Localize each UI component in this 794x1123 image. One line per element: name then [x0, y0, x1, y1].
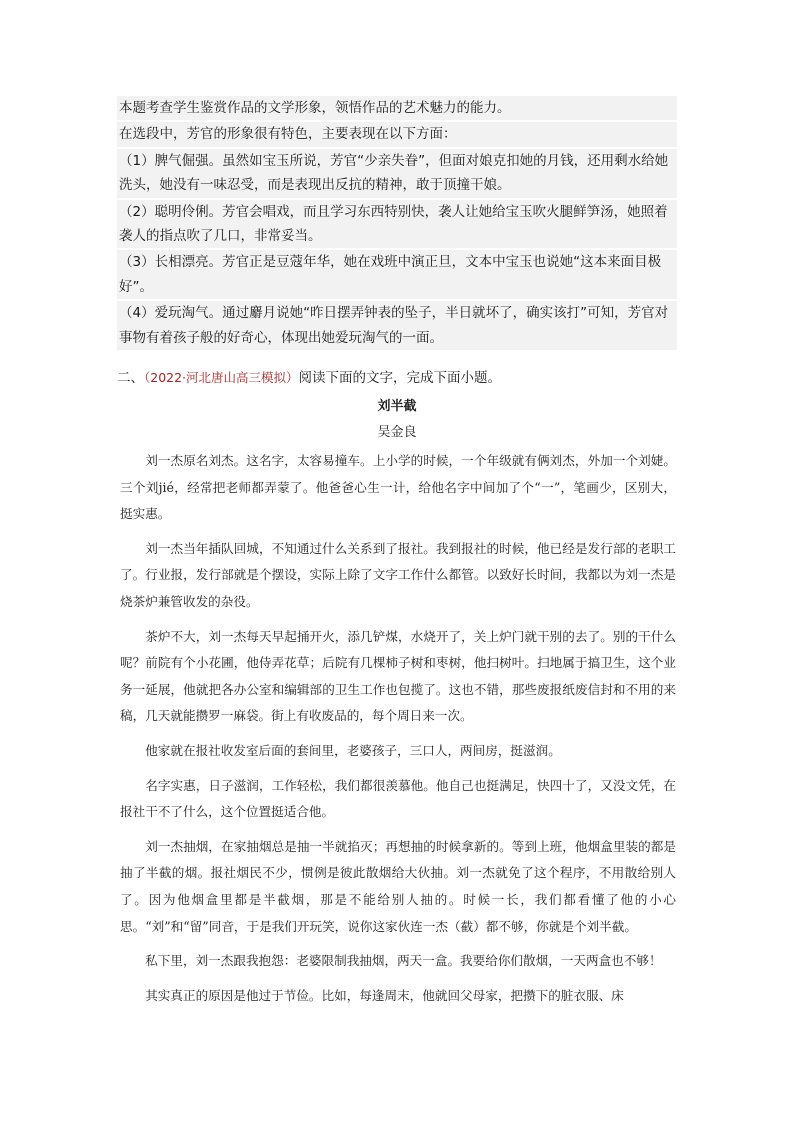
question-source: （2022·河北唐山高三模拟） [144, 370, 299, 385]
question-header [117, 367, 677, 389]
story-paragraph: 刘一杰当年插队回城，不知通过什么关系到了报社。我到报社的时候，他已经是发行部的老职工了。行业报，发行部就是个摆设，实际上除了文字工作什么都管。以致好长时间，我都以为刘一杰是烧茶炉兼管收发的杂役。 [120, 540, 676, 609]
analysis-paragraph: （3）长相漂亮。芳官正是豆蔻年华，她在戏班中演正旦，文本中宝玉也说她“这本来面目极好”。 [119, 254, 662, 295]
story-paragraph: 私下里，刘一杰跟我抱怨：老婆限制我抽烟，两天一盒。我要给你们散烟，一天两盒也不够！ [145, 953, 662, 969]
analysis-paragraph: 本题考查学生鉴赏作品的文学形象，领悟作品的艺术魅力的能力。 [119, 100, 511, 116]
story-paragraph: 其实真正的原因是他过于节俭。比如，每逢周末，他就回父母家，把攒下的脏衣服、床 [145, 987, 624, 1003]
analysis-paragraph: 在选段中，芳官的形象很有特色，主要表现在以下方面： [119, 126, 457, 143]
analysis-paragraph: （1）脾气倔强。虽然如宝玉所说，芳官“少亲失眷”，但面对娘克扣她的月钱，还用剩水给她洗头，她没有一味忍受，而是表现出反抗的精神，敢于顶撞干娘。 [119, 152, 669, 194]
story-paragraph: 茶炉不大，刘一杰每天早起捅开火，添几铲煤，水烧开了，关上炉门就干别的去了。别的干什么呢？前院有个小花圃，他侍弄花草；后院有几棵柿子树和枣树，他扫树叶。扫地属于搞卫生，这个业务一延展，他就把各办公室和编辑部的卫生工作也包揽了。这也不错，那些废报纸废信封和不用的来稿，几天就能攒罗一麻袋。街上有收废品的，每个周日来一次。 [120, 628, 676, 724]
story-paragraph: 刘一杰抽烟，在家抽烟总是抽一半就掐灭；再想抽的时候拿新的。等到上班，他烟盒里装的都是抽了半截的烟。报社烟民不少，惯例是彼此散烟给大伙抽。刘一杰就免了这个程序，不用散给别人了。因为他烟盒里都是半截烟，那是不能给别人抽的。时候一长，我们都看懂了他的小心思。“刘”和“留”同音，于是我们开玩笑，说你这家伙连一杰（截）都不够，你就是个刘半截。 [120, 838, 676, 934]
story-author: 吴金良 [377, 425, 417, 440]
analysis-paragraph: （2）聪明伶俐。芳官会唱戏，而且学习东西特别快，袭人让她给宝玉吹火腿鲜笋汤，她照着袭人的指点吹了几口，非常妥当。 [119, 203, 668, 245]
analysis-paragraph: （4）爱玩淘气。通过麝月说她“昨日摆弄钟表的坠子，半日就坏了，确实该打”可知，芳官对事物有着孩子般的好奇心，体现出她爱玩淘气的一面。 [119, 305, 669, 346]
story-paragraph: 刘一杰原名刘杰。这名字，太容易撞车。上小学的时候，一个年级就有俩刘杰，外加一个刘婕。三个刘jié，经常把老师都弄蒙了。他爸爸心生一计，给他名字中间加了个“一”，笔画少，区别大，挺实惠。 [120, 453, 676, 522]
question-instruction: 阅读下面的文字，完成下面小题。 [298, 370, 502, 386]
answer-analysis-block [117, 96, 677, 350]
story-paragraph: 他家就在报社收发室后面的套间里，老婆孩子，三口人，两间房，挺滋润。 [145, 742, 561, 758]
question-number: 二、 [117, 370, 144, 386]
story-paragraph: 名字实惠，日子滋润，工作轻松，我们都很羡慕他。他自己也挺满足，快四十了，又没文凭，在报社干不了什么，这个位置挺适合他。 [120, 777, 676, 820]
story-body [120, 448, 676, 1017]
story-title: 刘半截 [377, 399, 417, 414]
